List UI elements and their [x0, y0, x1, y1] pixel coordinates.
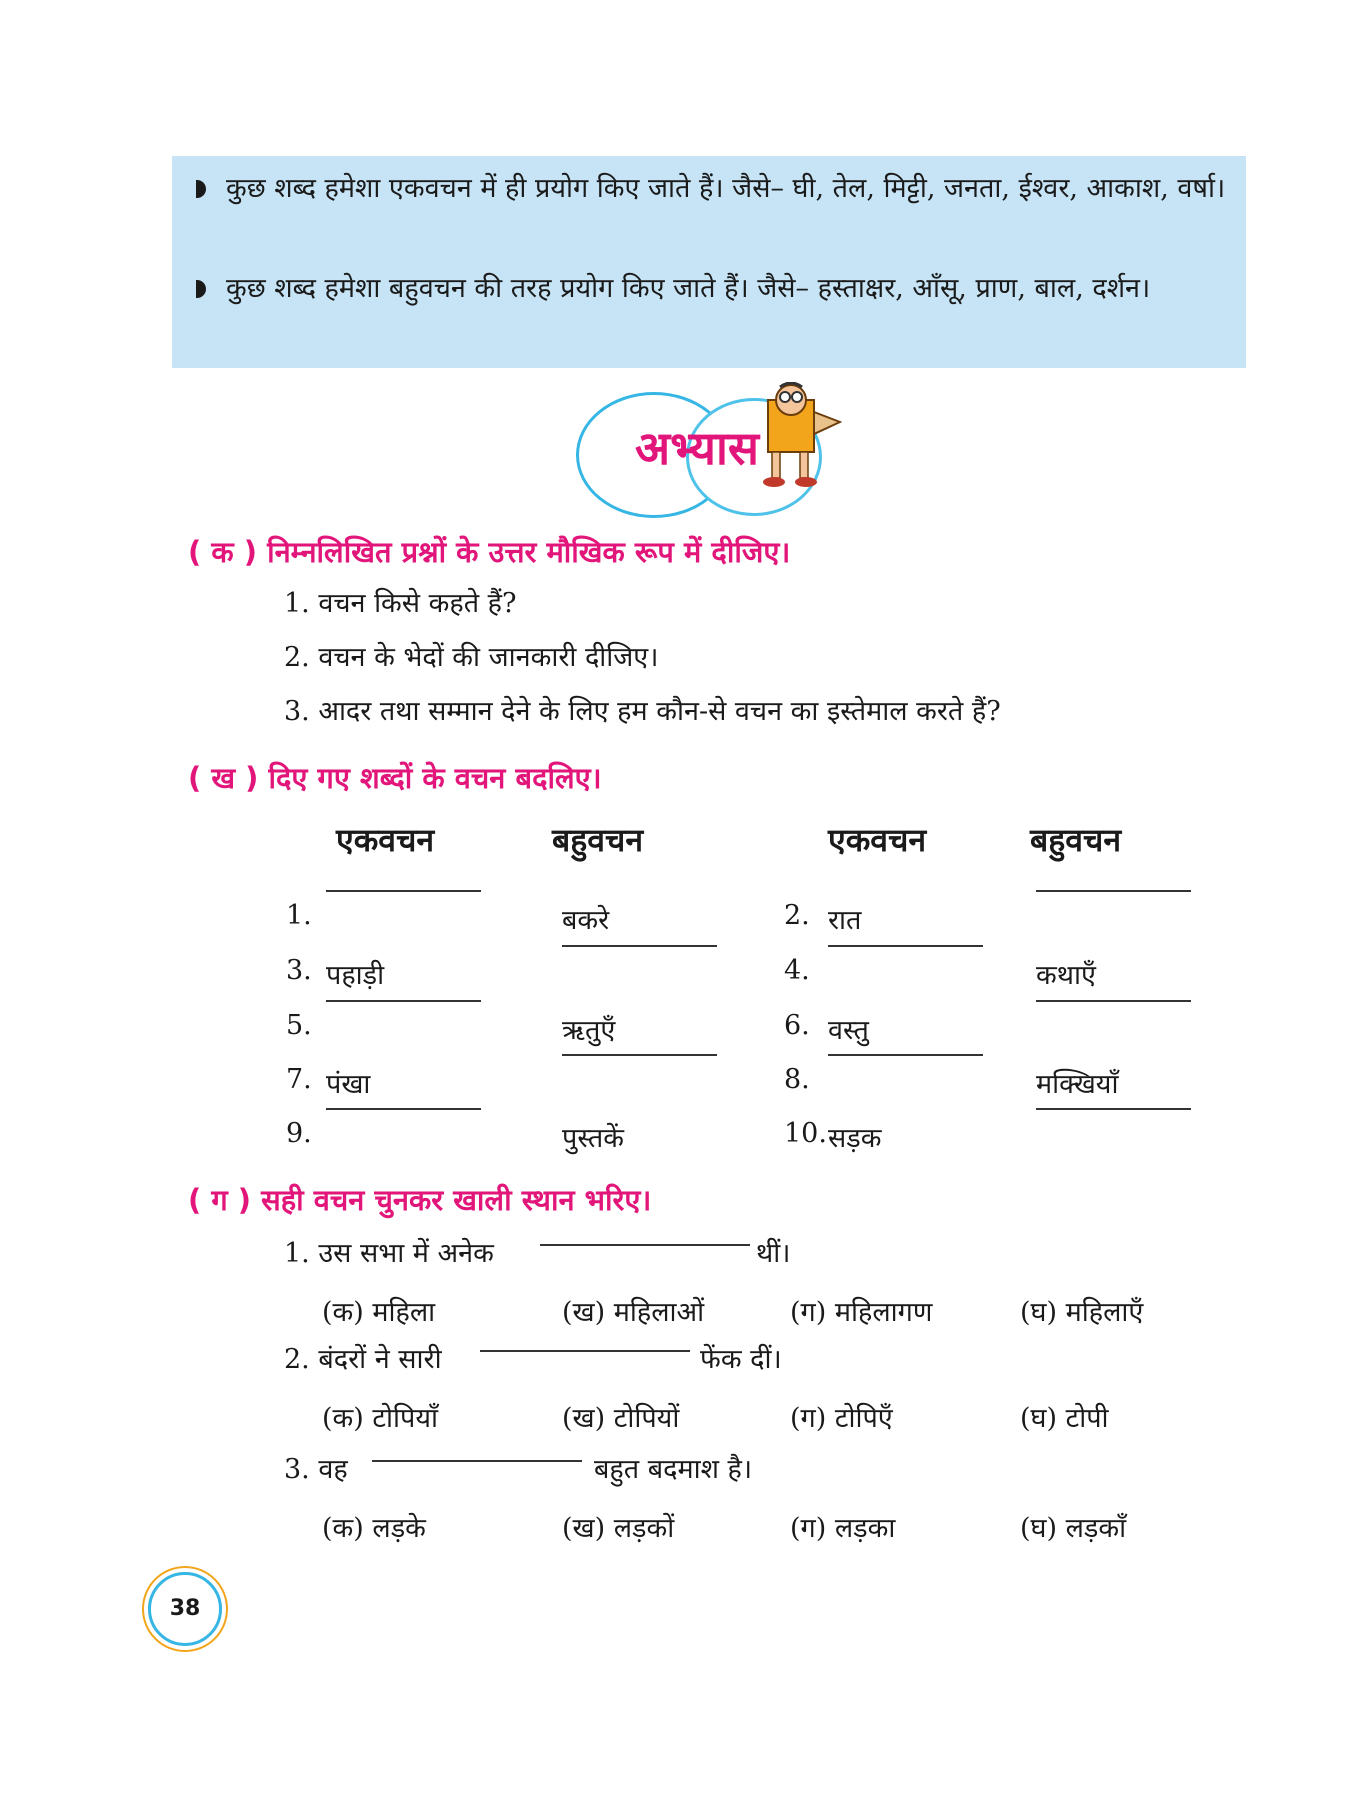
oral-question-2: 2. वचन के भेदों की जानकारी दीजिए। [284, 642, 659, 673]
plural-blank[interactable] [1036, 1108, 1191, 1110]
singular-blank[interactable] [828, 945, 983, 947]
option-ka[interactable]: (क) टोपियाँ [322, 1403, 438, 1434]
pencil-mascot-icon [752, 382, 842, 490]
option-ga[interactable]: (ग) लड़का [790, 1513, 896, 1544]
singular-blank[interactable] [326, 890, 481, 892]
singular-blank[interactable] [326, 1108, 481, 1110]
row-number: 3. [286, 955, 312, 986]
question-number: 2. [284, 1344, 310, 1375]
plural-blank[interactable] [562, 1054, 717, 1056]
fill-question-2 [284, 1340, 442, 1380]
singular-blank[interactable] [326, 1000, 481, 1002]
singular-word: रात [828, 905, 862, 936]
option-ka[interactable]: (क) लड़के [322, 1513, 426, 1544]
page-number: 38 [169, 1596, 201, 1621]
info-bullet-text: कुछ शब्द हमेशा एकवचन में ही प्रयोग किए जाते हैं। जैसे– घी, तेल, मिट्टी, जनता, ईश्वर, आकाश, वर्षा। [226, 173, 1226, 204]
banner-title: अभ्यास [635, 421, 759, 475]
fill-blank-2[interactable] [480, 1350, 690, 1352]
bullet-icon [196, 280, 206, 298]
section-ka-heading: ( क ) निम्नलिखित प्रश्नों के उत्तर मौखिक रूप में दीजिए। [188, 535, 791, 569]
row-number: 9. [286, 1118, 312, 1149]
option-kha[interactable]: (ख) लड़कों [562, 1513, 675, 1544]
row-number: 7. [286, 1064, 312, 1095]
question-number: 1. [284, 1238, 310, 1269]
fill-question-1 [284, 1234, 494, 1274]
option-kha[interactable]: (ख) महिलाओं [562, 1297, 705, 1328]
oral-question-3: 3. आदर तथा सम्मान देने के लिए हम कौन-से वचन का इस्तेमाल करते हैं? [284, 696, 1001, 727]
col-header-plural: बहुवचन [1030, 821, 1122, 859]
question-text-after: फेंक दीं। [700, 1344, 782, 1375]
question-number: 3. [284, 1454, 310, 1485]
option-gha[interactable]: (घ) लड़काँ [1020, 1513, 1127, 1544]
singular-word: पंखा [326, 1069, 371, 1100]
singular-word: वस्तु [828, 1015, 869, 1046]
row-number: 4. [784, 955, 810, 986]
plural-word: बकरे [562, 905, 610, 936]
col-header-singular: एकवचन [336, 821, 435, 859]
info-box [172, 156, 1246, 368]
question-text-before: बंदरों ने सारी [318, 1344, 442, 1375]
option-kha[interactable]: (ख) टोपियों [562, 1403, 680, 1434]
plural-word: कथाएँ [1036, 960, 1096, 991]
question-text-before: उस सभा में अनेक [318, 1238, 494, 1269]
col-header-singular: एकवचन [828, 821, 927, 859]
row-number: 8. [784, 1064, 810, 1095]
page-number-badge [148, 1572, 222, 1646]
plural-word: पुस्तकें [562, 1123, 624, 1154]
oral-question-1: 1. वचन किसे कहते हैं? [284, 588, 517, 619]
option-gha[interactable]: (घ) टोपी [1020, 1403, 1109, 1434]
section-kha-heading: ( ख ) दिए गए शब्दों के वचन बदलिए। [188, 761, 602, 795]
fill-question-3 [284, 1450, 348, 1490]
row-number: 1. [286, 900, 312, 931]
plural-blank[interactable] [562, 945, 717, 947]
plural-word: मक्खियाँ [1036, 1069, 1119, 1100]
question-text-after: थीं। [756, 1238, 791, 1269]
option-gha[interactable]: (घ) महिलाएँ [1020, 1297, 1144, 1328]
fill-blank-3[interactable] [372, 1460, 582, 1462]
singular-word: पहाड़ी [326, 960, 385, 991]
question-text-before: वह [318, 1454, 348, 1485]
plural-word: ऋतुएँ [562, 1015, 616, 1046]
singular-word: सड़क [828, 1123, 882, 1154]
fill-blank-1[interactable] [540, 1244, 750, 1246]
plural-blank[interactable] [1036, 890, 1191, 892]
info-bullet-text: कुछ शब्द हमेशा बहुवचन की तरह प्रयोग किए जाते हैं। जैसे– हस्ताक्षर, आँसू, प्राण, बाल, दर्शन। [226, 273, 1151, 304]
option-ka[interactable]: (क) महिला [322, 1297, 436, 1328]
row-number: 6. [784, 1010, 810, 1041]
row-number: 10. [784, 1118, 827, 1149]
question-text-after: बहुत बदमाश है। [594, 1454, 753, 1485]
section-ga-heading: ( ग ) सही वचन चुनकर खाली स्थान भरिए। [188, 1183, 652, 1217]
option-ga[interactable]: (ग) महिलागण [790, 1297, 933, 1328]
row-number: 5. [286, 1010, 312, 1041]
bullet-icon [196, 180, 206, 198]
col-header-plural: बहुवचन [552, 821, 644, 859]
plural-blank[interactable] [1036, 1000, 1191, 1002]
row-number: 2. [784, 900, 810, 931]
option-ga[interactable]: (ग) टोपिएँ [790, 1403, 893, 1434]
singular-blank[interactable] [828, 1054, 983, 1056]
